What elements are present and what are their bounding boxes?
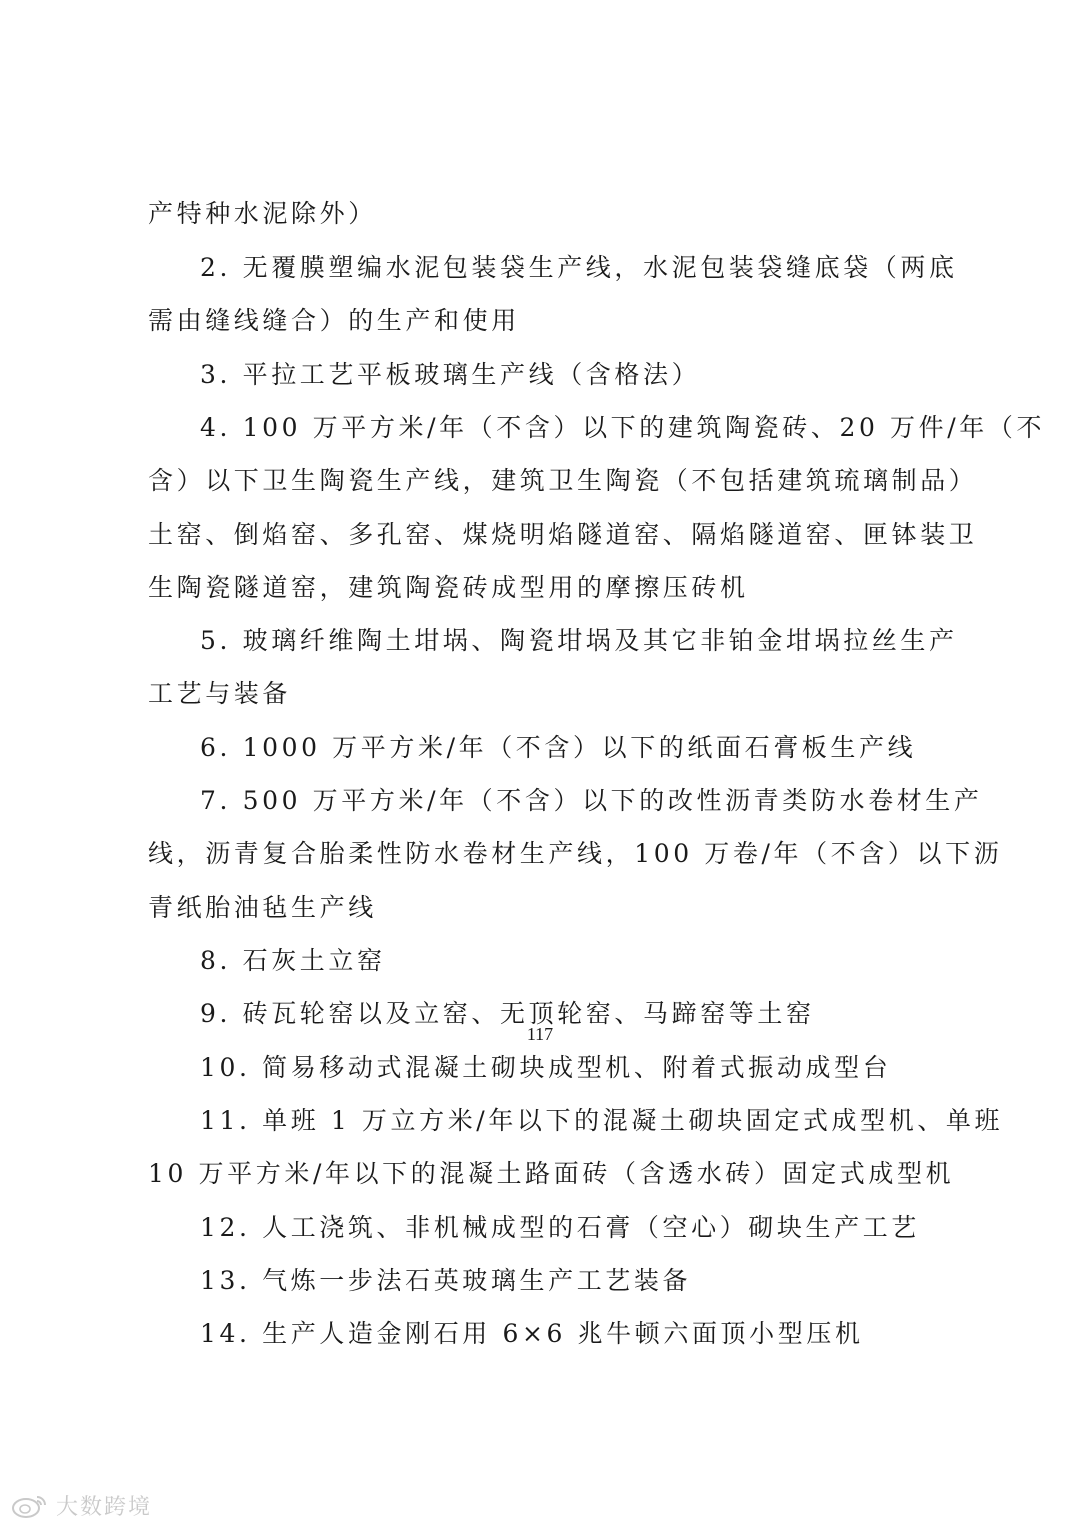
list-item-9: 9. 砖瓦轮窑以及立窑、无顶轮窑、马蹄窑等土窑: [200, 999, 815, 1028]
list-item-7: 7. 500 万平方米/年（不含）以下的改性沥青类防水卷材生产: [200, 786, 983, 815]
list-item-8: 8. 石灰土立窑: [200, 946, 386, 975]
text-line: 产特种水泥除外）: [148, 199, 377, 228]
list-item-3: 3. 平拉工艺平板玻璃生产线（含格法）: [200, 360, 701, 389]
list-item-6: 6. 1000 万平方米/年（不含）以下的纸面石膏板生产线: [200, 733, 917, 762]
watermark-text: 大数跨境: [56, 1495, 153, 1520]
text-line: 青纸胎油毡生产线: [148, 893, 377, 922]
text-line: 含）以下卫生陶瓷生产线，建筑卫生陶瓷（不包括建筑琉璃制品）: [148, 466, 978, 495]
list-item-2: 2. 无覆膜塑编水泥包装袋生产线，水泥包装袋缝底袋（两底: [200, 253, 958, 282]
watermark: [10, 1490, 152, 1521]
text-line: 需由缝线缝合）的生产和使用: [148, 306, 520, 335]
list-item-14: 14. 生产人造金刚石用 6×6 兆牛顿六面顶小型压机: [200, 1319, 864, 1348]
list-item-4: 4. 100 万平方米/年（不含）以下的建筑陶瓷砖、20 万件/年（不: [200, 413, 1046, 442]
text-line: 生陶瓷隧道窑，建筑陶瓷砖成型用的摩擦压砖机: [148, 573, 749, 602]
page-number: 117: [526, 1024, 554, 1044]
list-item-13: 13. 气炼一步法石英玻璃生产工艺装备: [200, 1266, 692, 1295]
list-item-12: 12. 人工浇筑、非机械成型的石膏（空心）砌块生产工艺: [200, 1213, 920, 1242]
list-item-5: 5. 玻璃纤维陶土坩埚、陶瓷坩埚及其它非铂金坩埚拉丝生产: [200, 626, 958, 655]
text-line: 工艺与装备: [148, 679, 292, 708]
text-line: 10 万平方米/年以下的混凝土路面砖（含透水砖）固定式成型机: [148, 1159, 955, 1188]
list-item-11: 11. 单班 1 万立方米/年以下的混凝土砌块固定式成型机、单班: [200, 1106, 1004, 1135]
list-item-10: 10. 简易移动式混凝土砌块成型机、附着式振动成型台: [200, 1053, 892, 1082]
text-line: 土窑、倒焰窑、多孔窑、煤烧明焰隧道窑、隔焰隧道窑、匣钵装卫: [148, 520, 978, 549]
weibo-logo-icon: [10, 1493, 50, 1519]
text-line: 线，沥青复合胎柔性防水卷材生产线，100 万卷/年（不含）以下沥: [148, 839, 1003, 868]
